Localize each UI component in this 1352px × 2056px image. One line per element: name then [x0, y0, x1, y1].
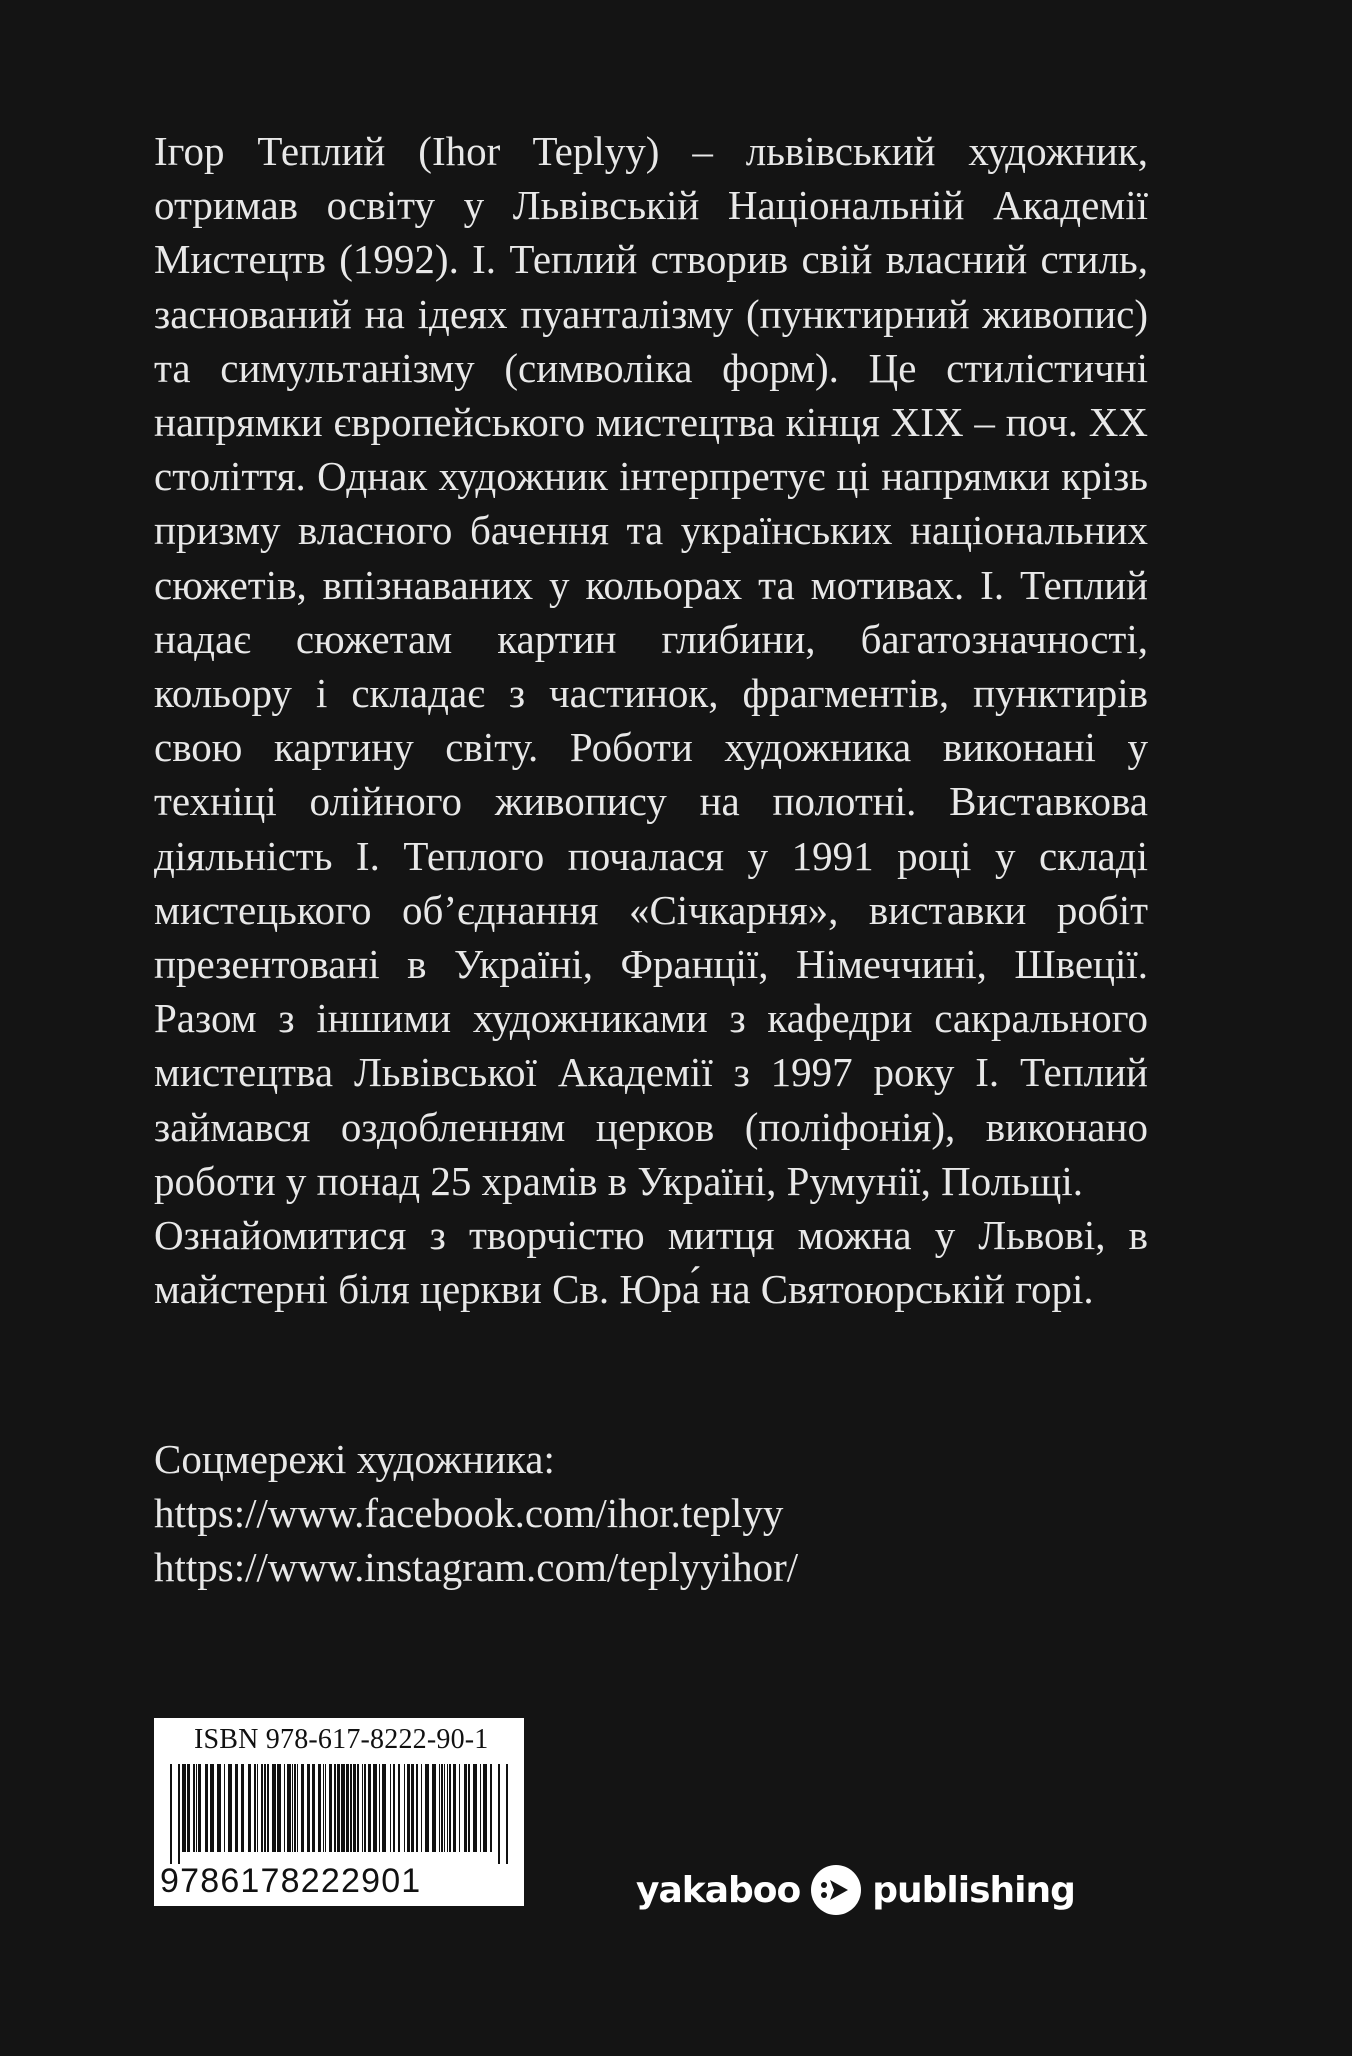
barcode-bar: [297, 1764, 298, 1852]
barcode-bar: [362, 1764, 363, 1852]
barcode-bar: [272, 1764, 276, 1852]
barcode-bar: [373, 1764, 377, 1852]
barcode-bar: [241, 1764, 244, 1852]
barcode-bar: [178, 1764, 180, 1864]
barcode-bar: [217, 1764, 221, 1852]
barcode-bar: [480, 1764, 481, 1852]
barcode-bar: [393, 1764, 395, 1852]
barcode-bar: [228, 1764, 232, 1852]
bio-paragraph-2: Ознайомитися з творчістю митця можна у Львові, в майстерні біля церкви Св. Юра́ на Святоюрській горі.: [154, 1212, 1148, 1313]
barcode-bar: [350, 1764, 352, 1852]
barcode-bar: [411, 1764, 414, 1852]
barcode-bar: [261, 1764, 263, 1852]
barcode-bar: [441, 1764, 443, 1852]
social-links: [154, 1432, 1154, 1594]
barcode-bar: [292, 1764, 293, 1852]
barcode-bar: [170, 1764, 172, 1864]
barcode-bar: [325, 1764, 326, 1852]
barcode-bar: [267, 1764, 269, 1852]
barcode-bar: [205, 1764, 208, 1852]
barcode-bar: [346, 1764, 349, 1852]
barcode-bar: [459, 1764, 460, 1852]
isbn-barcode: [154, 1718, 524, 1906]
barcode-bar: [407, 1764, 410, 1852]
barcode-bar: [182, 1764, 186, 1852]
publisher-logo: [636, 1862, 1075, 1918]
bio-paragraph-1: Ігор Теплий (Ihor Teplyy) – львівський художник, отримав освіту у Львівській Національній Академії Мистецтв (1992). І. Теплий створив свій власний стиль, заснований на ідеях пуанталізму (пунктирний живопис) та симультанізму (символіка форм). Це стилістичні напрямки європейського мистецтва кінця XIX – поч. XX століття. Однак художник інтерпретує ці напрямки крізь призму власного бачення та українських національних сюжетів, впізнаваних у кольорах та мотивах. І. Теплий надає сюжетам картин глибини, багатозначності, кольору і складає з частинок, фрагментів, пунктирів свою картину світу. Роботи художника виконані у техніці олійного живопису на полотні. Виставкова діяльність І. Теплого почалася у 1991 році у складі мистецького об’єднання «Січкарня», виставки робіт презентовані в Україні, Франції, Німеччині, Швеції. Разом з іншими художниками з кафедри сакрального мистецтва Львівської Академії з 1997 року І. Теплий займався оздобленням церков (поліфонія), виконано роботи у понад 25 храмів в Україні, Румунії, Польщі.: [154, 128, 1148, 1204]
barcode-bar: [224, 1764, 225, 1852]
isbn-label: ISBN 978-617-8222-90-1: [194, 1724, 489, 1755]
yakaboo-arrow-icon: [810, 1864, 862, 1916]
barcode-bar: [368, 1764, 371, 1852]
barcode-bar: [490, 1764, 492, 1852]
barcode-bars: [166, 1764, 512, 1864]
barcode-bar: [264, 1764, 266, 1852]
barcode-bar: [390, 1764, 391, 1852]
barcode-bar: [187, 1764, 190, 1852]
barcode-bar: [357, 1764, 359, 1852]
facebook-link[interactable]: https://www.facebook.com/ihor.teplyy: [154, 1490, 784, 1536]
barcode-bar: [284, 1764, 285, 1852]
barcode-bar: [341, 1764, 345, 1852]
barcode-bar: [196, 1764, 197, 1852]
barcode-bar: [398, 1764, 400, 1852]
barcode-bar: [453, 1764, 456, 1852]
barcode-bar: [468, 1764, 470, 1852]
barcode-bar: [379, 1764, 380, 1852]
author-bio: [154, 124, 1148, 1316]
barcode-bar: [483, 1764, 487, 1852]
barcode-bar: [444, 1764, 445, 1852]
barcode-bar: [254, 1764, 256, 1852]
barcode-bar: [257, 1764, 258, 1852]
instagram-link[interactable]: https://www.instagram.com/teplyyihor/: [154, 1544, 799, 1590]
barcode-bar: [294, 1764, 296, 1852]
barcode-bar: [210, 1764, 214, 1852]
barcode-bar: [193, 1764, 195, 1852]
barcode-bar: [473, 1764, 477, 1852]
barcode-bar: [334, 1764, 336, 1852]
barcode-bar: [329, 1764, 332, 1852]
barcode-bar: [307, 1764, 310, 1852]
barcode-bar: [464, 1764, 467, 1852]
barcode-bar: [248, 1764, 251, 1852]
barcode-bar: [432, 1764, 436, 1852]
barcode-bar: [421, 1764, 422, 1852]
barcode-bar: [439, 1764, 440, 1852]
barcode-bar: [318, 1764, 321, 1852]
barcode-bar: [498, 1764, 500, 1864]
barcode-bar: [323, 1764, 324, 1852]
barcode-bar: [287, 1764, 291, 1852]
barcode-bar: [416, 1764, 418, 1852]
barcode-bar: [364, 1764, 366, 1852]
barcode-bar: [404, 1764, 405, 1852]
barcode-bar: [301, 1764, 304, 1852]
publisher-name-right: publishing: [872, 1869, 1075, 1911]
barcode-bar: [312, 1764, 315, 1852]
barcode-bar: [449, 1764, 451, 1852]
barcode-bar: [506, 1764, 508, 1864]
barcode-bar: [425, 1764, 429, 1852]
social-heading: Соцмережі художника:: [154, 1436, 555, 1482]
barcode-bar: [353, 1764, 356, 1852]
barcode-bar: [235, 1764, 238, 1852]
barcode-bar: [198, 1764, 201, 1852]
barcode-bar: [277, 1764, 281, 1852]
barcode-bar: [382, 1764, 386, 1852]
barcode-digits: 9786178222901: [160, 1862, 422, 1900]
publisher-name-left: yakaboo: [636, 1869, 801, 1911]
barcode-bar: [447, 1764, 448, 1852]
barcode-bar: [337, 1764, 340, 1852]
